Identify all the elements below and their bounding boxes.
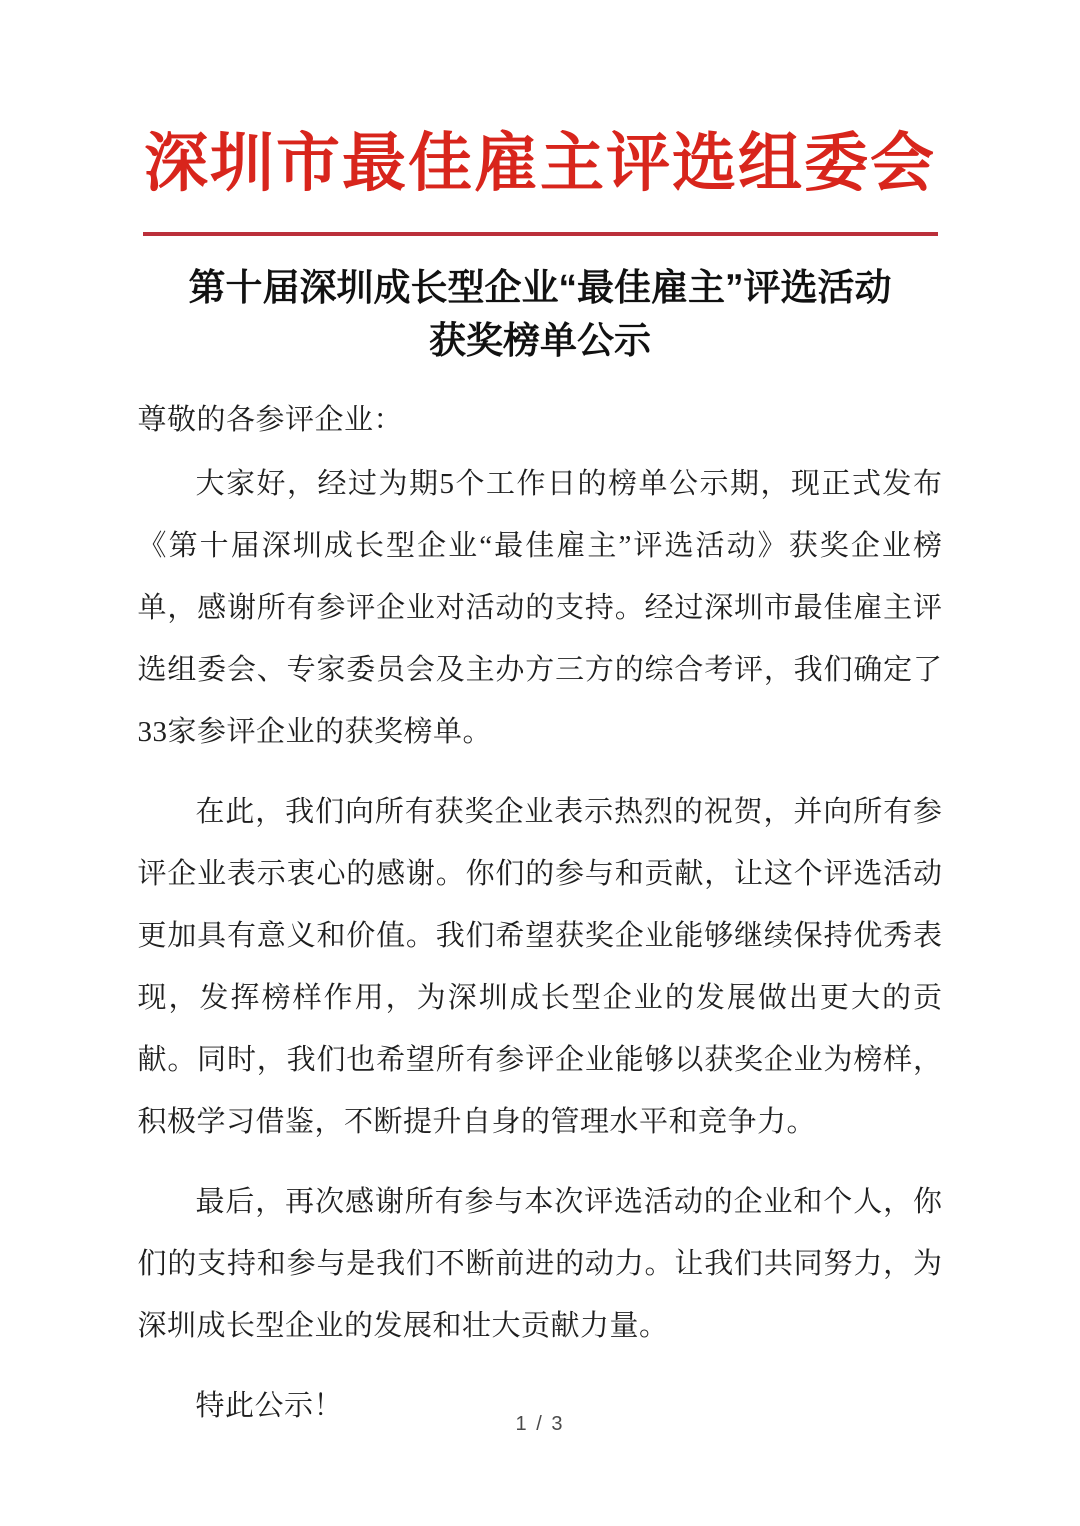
org-title: 深圳市最佳雇主评选组委会 [144,128,936,199]
body-paragraph: 大家好，经过为期5个工作日的榜单公示期，现正式发布《第十届深圳成长型企业“最佳雇主”评选活动》获奖企业榜单，感谢所有参评企业对活动的支持。经过深圳市最佳雇主评选组委会、专家委员会及主办方三方的综合考评，我们确定了33家参评企业的获奖榜单。 [137,468,943,749]
document-title-line2: 获奖榜单公示 [429,319,651,361]
body-paragraph: 在此，我们向所有获奖企业表示热烈的祝贺，并向所有参评企业表示衷心的感谢。你们的参与和贡献，让这个评选活动更加具有意义和价值。我们希望获奖企业能够继续保持优秀表现，发挥榜样作用，为深圳成长型企业的发展做出更大的贡献。同时，我们也希望所有参评企业能够以获奖企业为榜样，积极学习借鉴，不断提升自身的管理水平和竞争力。 [137,796,943,1139]
page-number: 1 / 3 [515,1413,565,1435]
salutation: 尊敬的各参评企业： [137,404,404,437]
red-divider [143,232,938,236]
document-title [110,262,970,367]
body-paragraph: 最后，再次感谢所有参与本次评选活动的企业和个人，你们的支持和参与是我们不断前进的动力。让我们共同努力，为深圳成长型企业的发展和壮大贡献力量。 [137,1186,943,1343]
document-body [138,389,943,1437]
document-title-line1: 第十届深圳成长型企业“最佳雇主”评选活动 [188,267,892,308]
closing-note: 特此公示！ [195,1390,344,1423]
